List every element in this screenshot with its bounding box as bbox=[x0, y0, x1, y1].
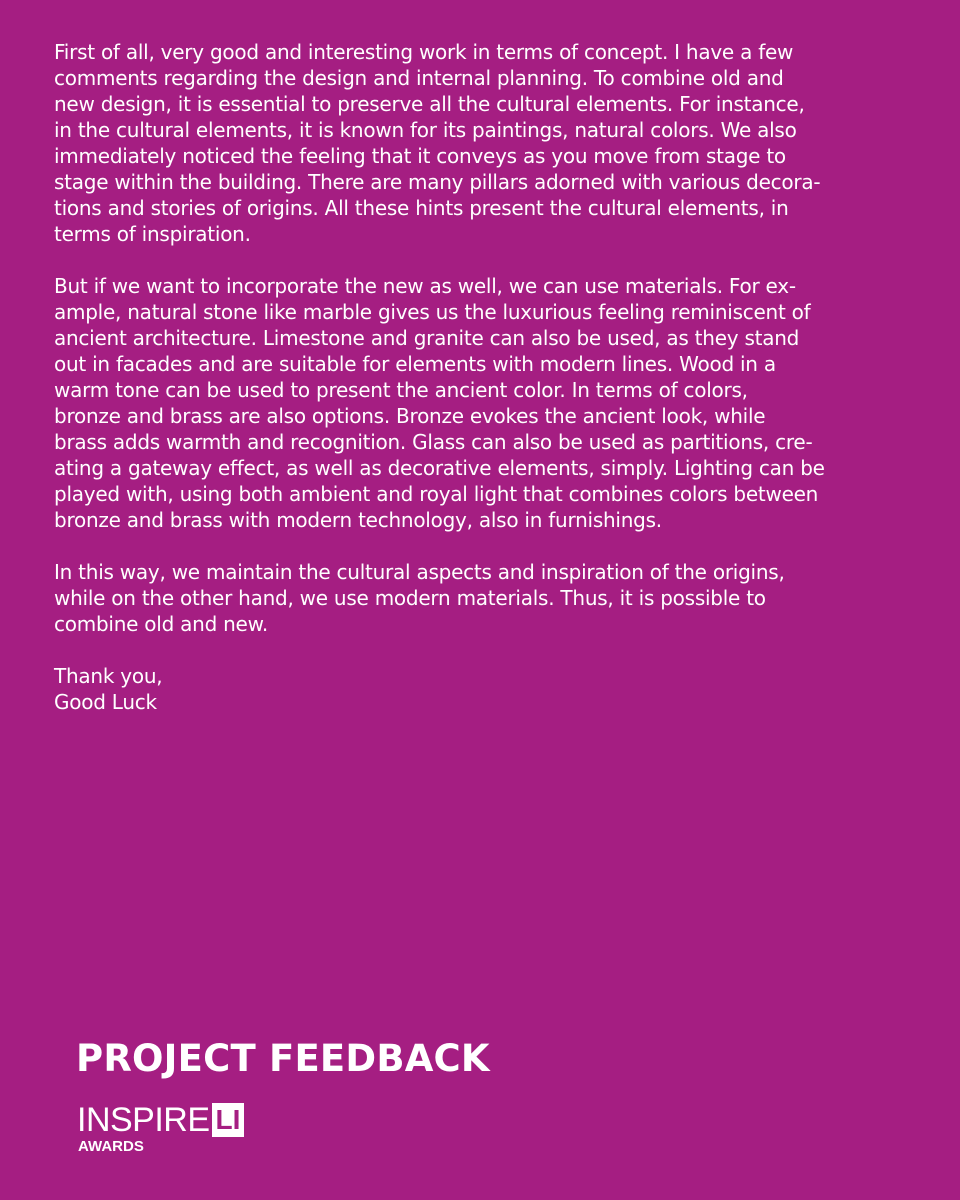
text-line: brass adds warmth and recognition. Glass can also be used as partitions, cre- bbox=[54, 430, 813, 454]
text-line: in the cultural elements, it is known for its paintings, natural colors. We also bbox=[54, 118, 797, 142]
text-line: tions and stories of origins. All these hints present the cultural elements, in bbox=[54, 196, 789, 220]
text-line: stage within the building. There are many pillars adorned with various decora- bbox=[54, 170, 821, 194]
inspireli-awards-logo bbox=[77, 1100, 317, 1160]
text-line: But if we want to incorporate the new as well, we can use materials. For ex- bbox=[54, 274, 796, 298]
sign-off-closing: Good Luck bbox=[54, 690, 157, 714]
feedback-paragraph-3 bbox=[54, 559, 914, 637]
text-line: out in facades and are suitable for elements with modern lines. Wood in a bbox=[54, 352, 776, 376]
text-line: First of all, very good and interesting work in terms of concept. I have a few bbox=[54, 40, 794, 64]
text-line: ating a gateway effect, as well as decorative elements, simply. Lighting can be bbox=[54, 456, 825, 480]
text-line: ample, natural stone like marble gives us the luxurious feeling reminiscent of bbox=[54, 300, 811, 324]
logo-mark bbox=[77, 1100, 317, 1140]
text-line: bronze and brass are also options. Bronze evokes the ancient look, while bbox=[54, 404, 766, 428]
feedback-paragraph-2 bbox=[54, 273, 914, 533]
text-line: bronze and brass with modern technology, also in furnishings. bbox=[54, 508, 662, 532]
text-line: warm tone can be used to present the ancient color. In terms of colors, bbox=[54, 378, 748, 402]
sign-off bbox=[54, 663, 914, 715]
text-line: new design, it is essential to preserve all the cultural elements. For instance, bbox=[54, 92, 805, 116]
text-line: combine old and new. bbox=[54, 612, 268, 636]
text-line: immediately noticed the feeling that it conveys as you move from stage to bbox=[54, 144, 786, 168]
feedback-paragraph-1 bbox=[54, 39, 914, 247]
logo-box: LI bbox=[212, 1103, 245, 1137]
logo-word: INSPIRE bbox=[77, 1101, 210, 1139]
page-title: PROJECT FEEDBACK bbox=[76, 1037, 490, 1080]
sign-off-thanks: Thank you, bbox=[54, 664, 163, 688]
text-line: terms of inspiration. bbox=[54, 222, 251, 246]
logo-subtitle: AWARDS bbox=[78, 1138, 144, 1155]
text-line: comments regarding the design and internal planning. To combine old and bbox=[54, 66, 784, 90]
text-line: ancient architecture. Limestone and granite can also be used, as they stand bbox=[54, 326, 800, 350]
text-line: played with, using both ambient and royal light that combines colors between bbox=[54, 482, 819, 506]
text-line: In this way, we maintain the cultural aspects and inspiration of the origins, bbox=[54, 560, 785, 584]
text-line: while on the other hand, we use modern materials. Thus, it is possible to bbox=[54, 586, 766, 610]
feedback-text bbox=[54, 39, 914, 715]
